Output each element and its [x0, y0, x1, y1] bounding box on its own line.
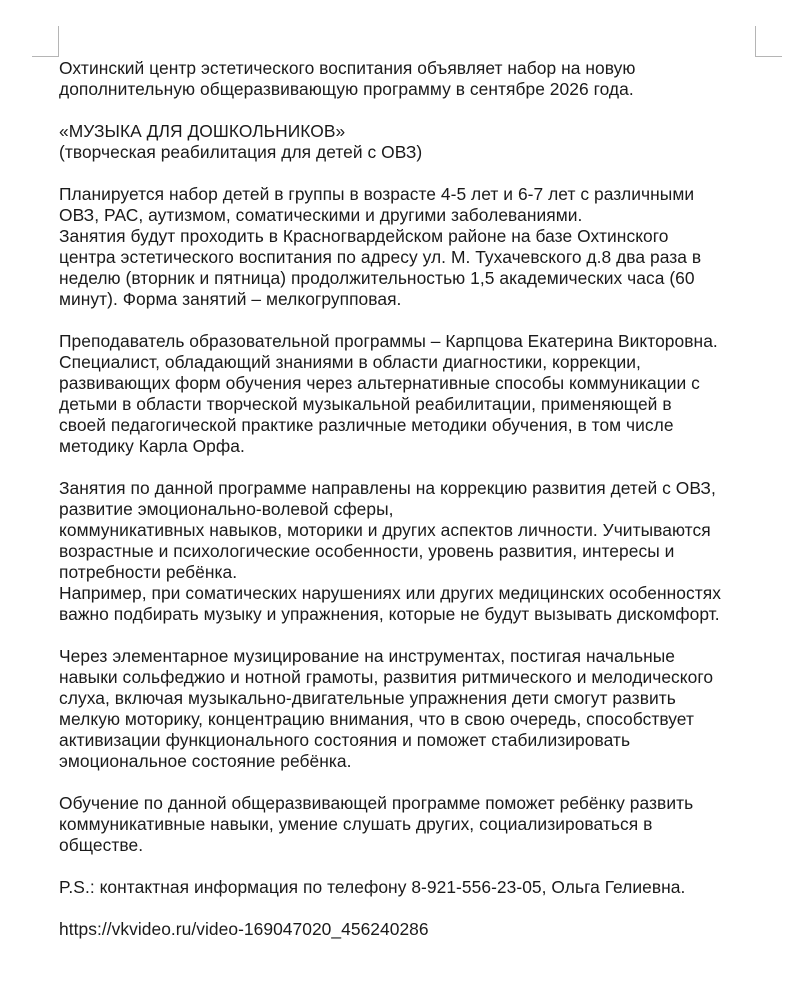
page-corner-mark-top-right: [755, 26, 782, 57]
text-line: Охтинский центр эстетического воспитания объявляет набор на новую: [59, 58, 636, 78]
text-line: «МУЗЫКА ДЛЯ ДОШКОЛЬНИКОВ»: [59, 121, 346, 141]
paragraph-announcement-intro: [59, 58, 759, 100]
document-body: [59, 58, 759, 961]
text-line: Планируется набор детей в группы в возрасте 4-5 лет и 6-7 лет с различными: [59, 184, 695, 204]
paragraph-enrollment-details: [59, 184, 759, 310]
text-line: мелкую моторику, концентрацию внимания, что в свою очередь, способствует: [59, 709, 694, 729]
text-line: Преподаватель образовательной программы – Карпцова Екатерина Викторовна.: [59, 331, 718, 351]
text-line: эмоциональное состояние ребёнка.: [59, 751, 352, 771]
paragraph-program-title: [59, 121, 759, 163]
paragraph-program-goals: [59, 478, 759, 625]
text-line: активизации функционального состояния и поможет стабилизировать: [59, 730, 631, 750]
text-line: Специалист, обладающий знаниями в области диагностики, коррекции,: [59, 352, 641, 372]
page-corner-mark-top-left: [32, 26, 59, 57]
text-line: потребности ребёнка.: [59, 562, 238, 582]
text-line: центра эстетического воспитания по адресу ул. М. Тухачевского д.8 два раза в: [59, 247, 702, 267]
text-line: Обучение по данной общеразвивающей программе поможет ребёнку развить: [59, 793, 694, 813]
text-line: ОВЗ, РАС, аутизмом, соматическими и другими заболеваниями.: [59, 205, 583, 225]
paragraph-music-activities: [59, 646, 759, 772]
text-line: P.S.: контактная информация по телефону 8-921-556-23-05, Ольга Гелиевна.: [59, 877, 686, 897]
text-line: слуха, включая музыкально-двигательные упражнения дети смогут развить: [59, 688, 676, 708]
text-line: Занятия по данной программе направлены на коррекцию развития детей с ОВЗ,: [59, 478, 716, 498]
paragraph-program-benefits: [59, 793, 759, 856]
paragraph-video-link: [59, 919, 759, 940]
text-line: детьми в области творческой музыкальной реабилитации, применяющей в: [59, 394, 672, 414]
text-line: возрастные и психологические особенности, уровень развития, интересы и: [59, 541, 675, 561]
paragraph-contact-info: [59, 877, 759, 898]
text-line: обществе.: [59, 835, 144, 855]
paragraph-teacher-info: [59, 331, 759, 457]
text-line: развивающих форм обучения через альтернативные способы коммуникации с: [59, 373, 700, 393]
text-line: коммуникативных навыков, моторики и других аспектов личности. Учитываются: [59, 520, 711, 540]
text-line: своей педагогической практике различные методики обучения, в том числе: [59, 415, 674, 435]
text-line: навыки сольфеджио и нотной грамоты, развития ритмического и мелодического: [59, 667, 714, 687]
text-line: Занятия будут проходить в Красногвардейском районе на базе Охтинского: [59, 226, 669, 246]
text-line: неделю (вторник и пятница) продолжительностью 1,5 академических часа (60: [59, 268, 695, 288]
text-line: методику Карла Орфа.: [59, 436, 245, 456]
video-link[interactable]: https://vkvideo.ru/video-169047020_456240286: [59, 919, 429, 939]
text-line: коммуникативные навыки, умение слушать других, социализироваться в: [59, 814, 653, 834]
text-line: развитие эмоционально-волевой сферы,: [59, 499, 394, 519]
text-line: важно подбирать музыку и упражнения, которые не будут вызывать дискомфорт.: [59, 604, 720, 624]
text-line: Например, при соматических нарушениях или других медицинских особенностях: [59, 583, 721, 603]
text-line: минут). Форма занятий – мелкогрупповая.: [59, 289, 402, 309]
text-line: дополнительную общеразвивающую программу в сентябре 2026 года.: [59, 79, 634, 99]
text-line: Через элементарное музицирование на инструментах, постигая начальные: [59, 646, 676, 666]
text-line: (творческая реабилитация для детей с ОВЗ): [59, 142, 423, 162]
